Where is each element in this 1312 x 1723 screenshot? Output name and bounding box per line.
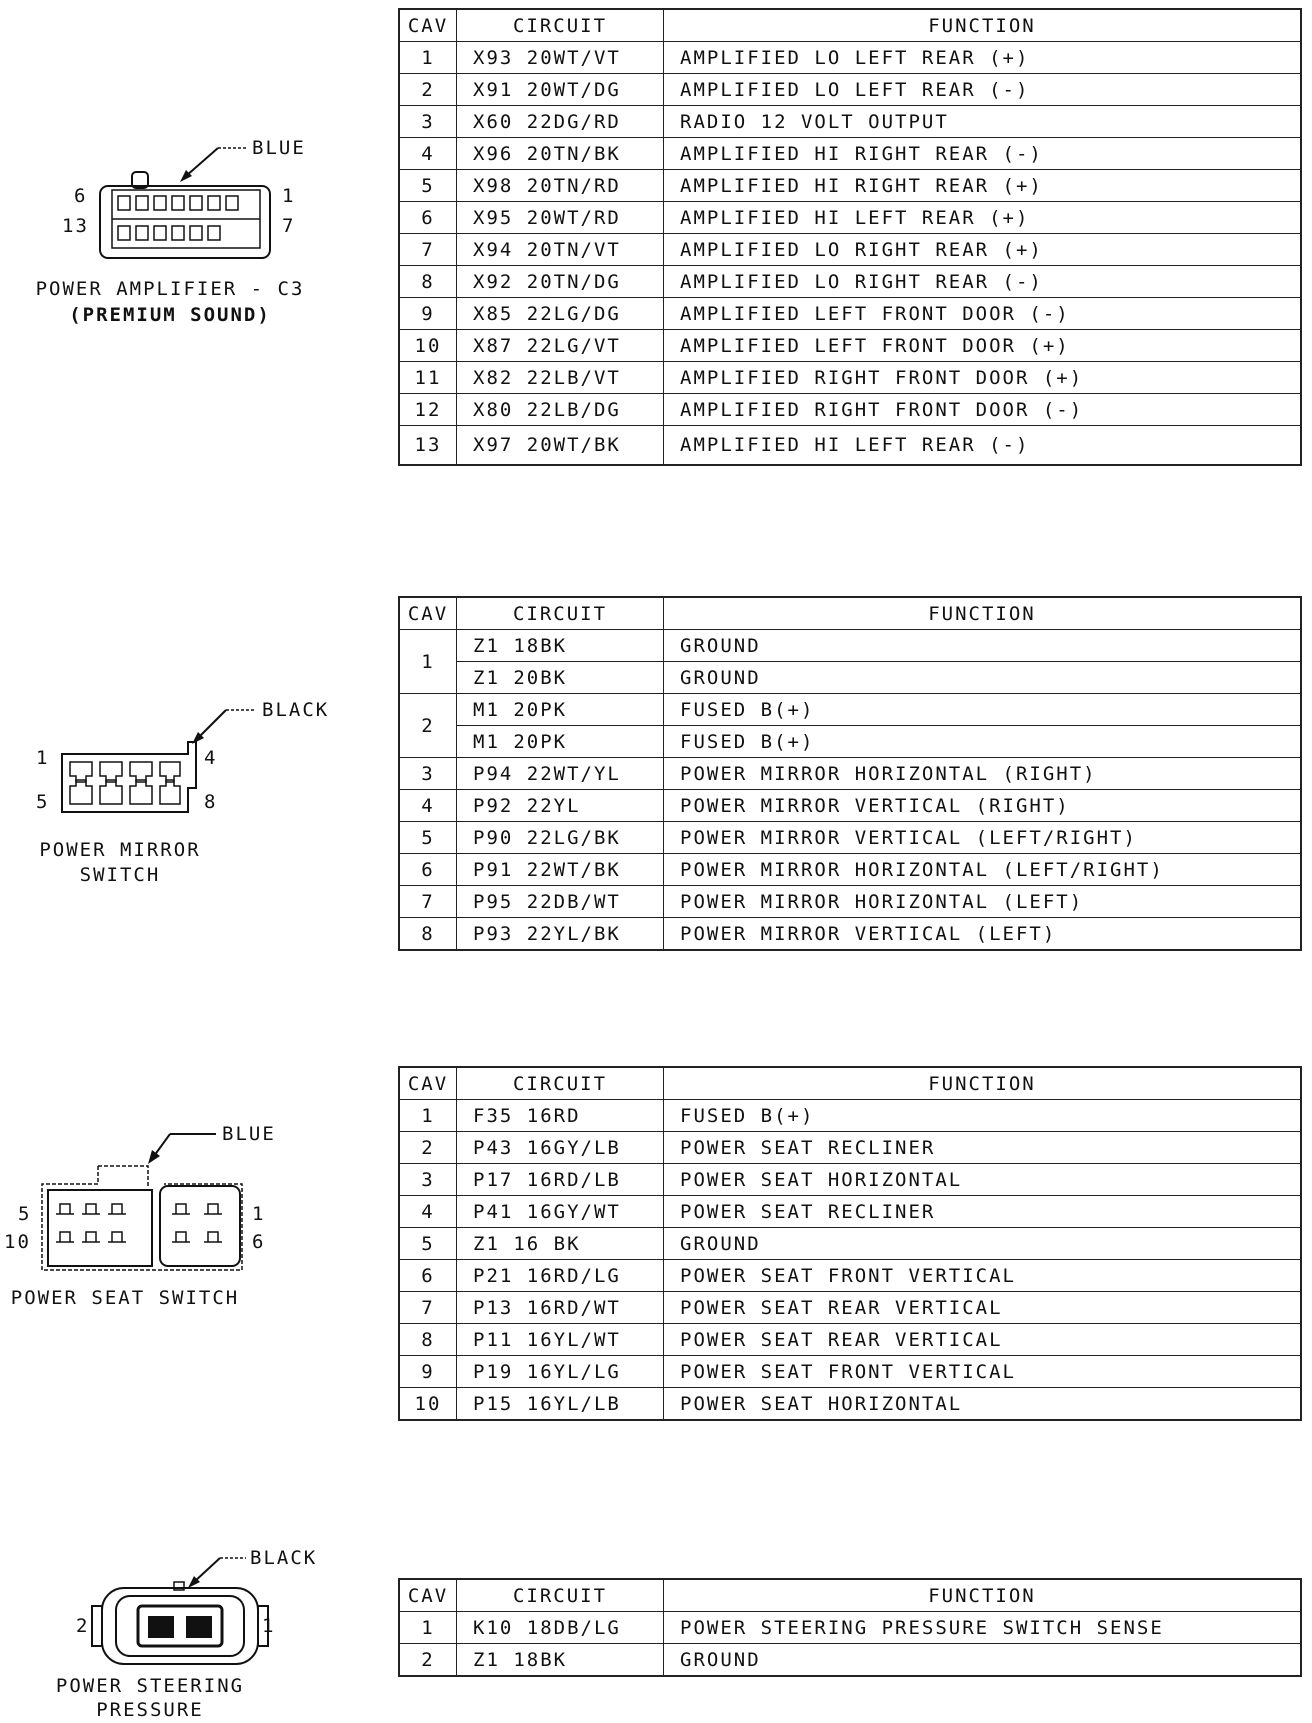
cav-cell: 6	[399, 854, 457, 886]
cav-cell: 4	[399, 790, 457, 822]
table-row	[399, 758, 1301, 790]
table-row	[399, 918, 1301, 951]
circuit-cell: P15 16YL/LB	[457, 1388, 664, 1421]
connector-name: POWER SEAT SWITCH	[10, 1287, 240, 1309]
table-row	[399, 822, 1301, 854]
function-cell: POWER SEAT REAR VERTICAL	[664, 1324, 1302, 1356]
table-row	[399, 1132, 1301, 1164]
table-row	[399, 298, 1301, 330]
connector-name: POWER MIRROR	[39, 839, 201, 861]
circuit-cell: F35 16RD	[457, 1100, 664, 1132]
color-label: BLUE	[252, 137, 306, 159]
cav-cell: 3	[399, 1164, 457, 1196]
cav-cell: 8	[399, 1324, 457, 1356]
table-row	[399, 170, 1301, 202]
function-cell: POWER SEAT RECLINER	[664, 1196, 1302, 1228]
circuit-cell: P17 16RD/LB	[457, 1164, 664, 1196]
function-cell: AMPLIFIED HI LEFT REAR (+)	[664, 202, 1302, 234]
circuit-cell: X87 22LG/VT	[457, 330, 664, 362]
function-cell: AMPLIFIED RIGHT FRONT DOOR (+)	[664, 362, 1302, 394]
circuit-cell: Z1 18BK	[457, 630, 664, 662]
table-row	[399, 138, 1301, 170]
function-cell: POWER SEAT FRONT VERTICAL	[664, 1260, 1302, 1292]
circuit-cell: P90 22LG/BK	[457, 822, 664, 854]
table-row	[399, 42, 1301, 74]
function-cell: AMPLIFIED LO RIGHT REAR (+)	[664, 234, 1302, 266]
pin-label-top-right: 1	[252, 1203, 266, 1225]
pin-label-top-right: 1	[282, 185, 296, 207]
cav-cell: 2	[399, 1132, 457, 1164]
pin-label-top-left: 6	[74, 185, 88, 207]
pin-table-power-amplifier	[398, 8, 1302, 466]
cav-cell: 5	[399, 822, 457, 854]
cav-cell: 13	[399, 426, 457, 466]
header-cav: CAV	[399, 597, 457, 630]
table-row	[399, 630, 1301, 662]
table-row	[399, 1196, 1301, 1228]
cav-cell: 7	[399, 234, 457, 266]
pin-label-right: 1	[262, 1615, 276, 1637]
section-power-mirror-switch	[0, 590, 1312, 980]
cav-cell: 8	[399, 266, 457, 298]
color-label: BLACK	[262, 699, 330, 721]
header-cav: CAV	[399, 1067, 457, 1100]
function-cell: GROUND	[664, 1644, 1302, 1677]
function-cell: POWER MIRROR HORIZONTAL (LEFT/RIGHT)	[664, 854, 1302, 886]
pin-label-bottom-right: 6	[252, 1231, 266, 1253]
table-row	[399, 1292, 1301, 1324]
pin-label-top-right: 4	[204, 747, 218, 769]
connector-name-line2: SWITCH	[79, 864, 161, 886]
circuit-cell: X94 20TN/VT	[457, 234, 664, 266]
header-circuit: CIRCUIT	[457, 9, 664, 42]
table-row	[399, 694, 1301, 726]
header-circuit: CIRCUIT	[457, 1579, 664, 1612]
connector-diagram-power-amplifier	[0, 0, 370, 500]
function-cell: FUSED B(+)	[664, 726, 1302, 758]
cav-cell: 5	[399, 1228, 457, 1260]
power-seat-connector-icon	[0, 1062, 370, 1382]
function-cell: AMPLIFIED HI RIGHT REAR (+)	[664, 170, 1302, 202]
function-cell: POWER MIRROR VERTICAL (LEFT/RIGHT)	[664, 822, 1302, 854]
connector-subname: (PREMIUM SOUND)	[69, 304, 271, 326]
connector-name: POWER STEERING	[55, 1675, 245, 1697]
table-row	[399, 394, 1301, 426]
cav-cell: 12	[399, 394, 457, 426]
circuit-cell: Z1 20BK	[457, 662, 664, 694]
circuit-cell: P11 16YL/WT	[457, 1324, 664, 1356]
header-function: FUNCTION	[664, 1579, 1302, 1612]
table-row	[399, 1324, 1301, 1356]
connector-name: POWER AMPLIFIER - C3	[35, 278, 305, 300]
cav-cell: 3	[399, 106, 457, 138]
cav-cell: 4	[399, 1196, 457, 1228]
circuit-cell: Z1 16 BK	[457, 1228, 664, 1260]
circuit-cell: P91 22WT/BK	[457, 854, 664, 886]
circuit-cell: Z1 18BK	[457, 1644, 664, 1677]
cav-cell: 1	[399, 1612, 457, 1644]
cav-cell: 9	[399, 1356, 457, 1388]
function-cell: POWER SEAT RECLINER	[664, 1132, 1302, 1164]
function-cell: POWER STEERING PRESSURE SWITCH SENSE	[664, 1612, 1302, 1644]
function-cell: AMPLIFIED HI LEFT REAR (-)	[664, 426, 1302, 466]
color-label: BLUE	[222, 1123, 276, 1145]
circuit-cell: X92 20TN/DG	[457, 266, 664, 298]
circuit-cell: X93 20WT/VT	[457, 42, 664, 74]
circuit-cell: P13 16RD/WT	[457, 1292, 664, 1324]
function-cell: POWER MIRROR HORIZONTAL (LEFT)	[664, 886, 1302, 918]
cav-cell: 7	[399, 886, 457, 918]
circuit-cell: P21 16RD/LG	[457, 1260, 664, 1292]
section-power-amplifier	[0, 0, 1312, 500]
pin-table-power-seat	[398, 1066, 1302, 1421]
table-row	[399, 330, 1301, 362]
cav-cell: 4	[399, 138, 457, 170]
circuit-cell: X98 20TN/RD	[457, 170, 664, 202]
pin-label-bottom-right: 8	[204, 791, 218, 813]
table-row	[399, 1356, 1301, 1388]
table-row	[399, 106, 1301, 138]
circuit-cell: X97 20WT/BK	[457, 426, 664, 466]
pin-table-power-mirror	[398, 596, 1302, 951]
table-row	[399, 234, 1301, 266]
function-cell: POWER MIRROR HORIZONTAL (RIGHT)	[664, 758, 1302, 790]
circuit-cell: P93 22YL/BK	[457, 918, 664, 951]
header-function: FUNCTION	[664, 597, 1302, 630]
cav-cell: 2	[399, 1644, 457, 1677]
cav-cell: 2	[399, 694, 457, 758]
function-cell: AMPLIFIED RIGHT FRONT DOOR (-)	[664, 394, 1302, 426]
table-row	[399, 1644, 1301, 1677]
function-cell: AMPLIFIED HI RIGHT REAR (-)	[664, 138, 1302, 170]
header-cav: CAV	[399, 9, 457, 42]
circuit-cell: K10 18DB/LG	[457, 1612, 664, 1644]
pin-label-top-left: 5	[18, 1203, 32, 1225]
function-cell: POWER SEAT HORIZONTAL	[664, 1388, 1302, 1421]
cav-cell: 5	[399, 170, 457, 202]
pin-table-power-steering	[398, 1578, 1302, 1677]
cav-cell: 8	[399, 918, 457, 951]
circuit-cell: X85 22LG/DG	[457, 298, 664, 330]
function-cell: AMPLIFIED LO RIGHT REAR (-)	[664, 266, 1302, 298]
table-row	[399, 74, 1301, 106]
table-row	[399, 362, 1301, 394]
header-cav: CAV	[399, 1579, 457, 1612]
function-cell: AMPLIFIED LO LEFT REAR (+)	[664, 42, 1302, 74]
circuit-cell: P19 16YL/LG	[457, 1356, 664, 1388]
connector-name-line2: PRESSURE	[96, 1699, 204, 1721]
function-cell: AMPLIFIED LEFT FRONT DOOR (+)	[664, 330, 1302, 362]
cav-cell: 7	[399, 1292, 457, 1324]
table-row	[399, 854, 1301, 886]
circuit-cell: X95 20WT/RD	[457, 202, 664, 234]
pin-label-top-left: 1	[36, 747, 50, 769]
function-cell: POWER SEAT REAR VERTICAL	[664, 1292, 1302, 1324]
function-cell: FUSED B(+)	[664, 1100, 1302, 1132]
table-row	[399, 1260, 1301, 1292]
function-cell: RADIO 12 VOLT OUTPUT	[664, 106, 1302, 138]
function-cell: GROUND	[664, 1228, 1302, 1260]
function-cell: POWER MIRROR VERTICAL (LEFT)	[664, 918, 1302, 951]
function-cell: FUSED B(+)	[664, 694, 1302, 726]
cav-cell: 11	[399, 362, 457, 394]
header-circuit: CIRCUIT	[457, 597, 664, 630]
section-power-seat-switch	[0, 1062, 1312, 1442]
cav-cell: 10	[399, 330, 457, 362]
circuit-cell: P92 22YL	[457, 790, 664, 822]
table-row	[399, 426, 1301, 466]
cav-cell: 6	[399, 202, 457, 234]
table-row	[399, 790, 1301, 822]
connector-diagram-power-mirror	[0, 590, 370, 980]
header-function: FUNCTION	[664, 1067, 1302, 1100]
table-row	[399, 662, 1301, 694]
pin-label-bottom-left: 5	[36, 791, 50, 813]
header-function: FUNCTION	[664, 9, 1302, 42]
pin-label-left: 2	[76, 1615, 90, 1637]
table-row	[399, 1164, 1301, 1196]
table-row	[399, 726, 1301, 758]
table-row	[399, 1228, 1301, 1260]
circuit-cell: X91 20WT/DG	[457, 74, 664, 106]
cav-cell: 3	[399, 758, 457, 790]
circuit-cell: M1 20PK	[457, 694, 664, 726]
cav-cell: 10	[399, 1388, 457, 1421]
table-row	[399, 886, 1301, 918]
table-row	[399, 1612, 1301, 1644]
function-cell: AMPLIFIED LEFT FRONT DOOR (-)	[664, 298, 1302, 330]
pin-label-bottom-left: 10	[4, 1231, 31, 1253]
cav-cell: 1	[399, 42, 457, 74]
pin-label-bottom-right: 7	[282, 215, 296, 237]
cav-cell: 9	[399, 298, 457, 330]
function-cell: GROUND	[664, 662, 1302, 694]
table-row	[399, 1100, 1301, 1132]
function-cell: AMPLIFIED LO LEFT REAR (-)	[664, 74, 1302, 106]
circuit-cell: P94 22WT/YL	[457, 758, 664, 790]
color-label: BLACK	[250, 1547, 318, 1569]
circuit-cell: X82 22LB/VT	[457, 362, 664, 394]
section-power-steering-pressure	[0, 1530, 1312, 1720]
pin-label-bottom-left: 13	[62, 215, 89, 237]
function-cell: POWER SEAT FRONT VERTICAL	[664, 1356, 1302, 1388]
function-cell: POWER SEAT HORIZONTAL	[664, 1164, 1302, 1196]
circuit-cell: P43 16GY/LB	[457, 1132, 664, 1164]
table-row	[399, 266, 1301, 298]
circuit-cell: X96 20TN/BK	[457, 138, 664, 170]
function-cell: GROUND	[664, 630, 1302, 662]
cav-cell: 1	[399, 1100, 457, 1132]
header-circuit: CIRCUIT	[457, 1067, 664, 1100]
circuit-cell: M1 20PK	[457, 726, 664, 758]
cav-cell: 1	[399, 630, 457, 694]
circuit-cell: X60 22DG/RD	[457, 106, 664, 138]
table-row	[399, 1388, 1301, 1421]
cav-cell: 2	[399, 74, 457, 106]
function-cell: POWER MIRROR VERTICAL (RIGHT)	[664, 790, 1302, 822]
circuit-cell: P41 16GY/WT	[457, 1196, 664, 1228]
connector-diagram-power-steering	[0, 1530, 370, 1720]
circuit-cell: X80 22LB/DG	[457, 394, 664, 426]
connector-diagram-power-seat	[0, 1062, 370, 1442]
cav-cell: 6	[399, 1260, 457, 1292]
circuit-cell: P95 22DB/WT	[457, 886, 664, 918]
table-row	[399, 202, 1301, 234]
